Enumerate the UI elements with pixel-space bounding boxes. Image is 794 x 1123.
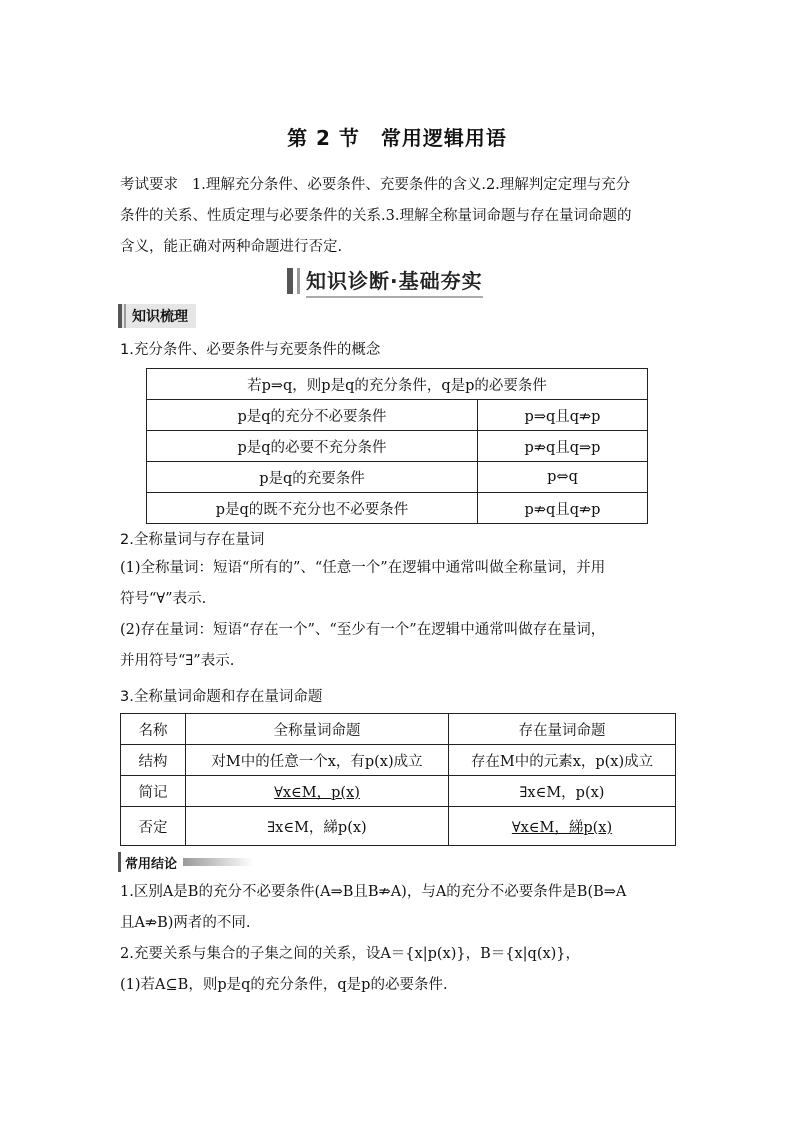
table-header-cell: 全称量词命题 <box>186 714 449 745</box>
paragraph-line: 符号“∀”表示. <box>120 591 207 607</box>
paragraph-line: (1)若A⊆B，则p是q的充分条件，q是p的必要条件. <box>120 977 448 993</box>
table-row <box>147 431 648 462</box>
table-row <box>147 400 648 431</box>
table-cell: ∀x∈M，p(x) <box>186 776 449 807</box>
condition-name-cell: p是q的必要不充分条件 <box>147 431 478 462</box>
conditions-header-cell: 若p⇒q，则p是q的充分条件，q是p的必要条件 <box>147 369 648 400</box>
table-row <box>121 776 676 807</box>
requirements-line-2: 条件的关系、性质定理与必要条件的关系.3.理解全称量词命题与存在量词命题的 <box>120 208 632 224</box>
table-row <box>147 493 648 524</box>
propositions-table <box>120 713 676 846</box>
conclusion-tag-label: 常用结论 <box>125 856 178 872</box>
table-header-cell: 名称 <box>121 714 186 745</box>
paragraph-line: 且A⇏B)两者的不同. <box>120 915 251 931</box>
knowledge-tag-label: 知识梳理 <box>132 309 188 325</box>
tag-bar-icon <box>118 852 121 872</box>
table-row <box>121 714 676 745</box>
section1-heading: 1.充分条件、必要条件与充要条件的概念 <box>120 342 381 358</box>
table-cell: ∃x∈M，綈p(x) <box>186 807 449 846</box>
conclusion-1 <box>120 877 678 939</box>
condition-relation-cell: p⇔q <box>478 462 648 493</box>
condition-relation-cell: p⇒q且q⇏p <box>478 400 648 431</box>
paragraph-line: 1.区别A是B的充分不必要条件(A⇒B且B⇏A)，与A的充分不必要条件是B(B⇒A <box>120 884 627 900</box>
table-cell: ∀x∈M，綈p(x) <box>449 807 676 846</box>
requirements-heading: 考试要求 <box>120 177 178 193</box>
conclusion-2 <box>120 939 678 970</box>
knowledge-tag <box>118 304 196 328</box>
section2-heading: 2.全称量词与存在量词 <box>120 532 265 548</box>
condition-relation-cell: p⇏q且q⇒p <box>478 431 648 462</box>
tag-tail-decoration <box>183 858 253 866</box>
paragraph-line: 2.充要关系与集合的子集之间的关系，设A＝{x|p(x)}，B＝{x|q(x)}， <box>120 946 581 962</box>
paragraph-line: (1)全称量词：短语“所有的”、“任意一个”在逻辑中通常叫做全称量词，并用 <box>120 560 606 576</box>
condition-name-cell: p是q的充要条件 <box>147 462 478 493</box>
banner-bar-icon <box>287 268 293 294</box>
table-row <box>147 369 648 400</box>
universal-quantifier-paragraph <box>120 553 678 615</box>
table-cell: 对M中的任意一个x，有p(x)成立 <box>186 745 449 776</box>
table-cell: 存在M中的元素x，p(x)成立 <box>449 745 676 776</box>
tag-bar-icon <box>118 304 122 328</box>
paragraph-line: 并用符号“∃”表示. <box>120 653 235 669</box>
table-cell: 简记 <box>121 776 186 807</box>
condition-relation-cell: p⇏q且q⇏p <box>478 493 648 524</box>
table-row <box>147 462 648 493</box>
exam-requirements <box>120 170 678 263</box>
table-row <box>121 745 676 776</box>
requirements-line-3: 含义，能正确对两种命题进行否定. <box>120 239 343 255</box>
page-title: 第 2 节 常用逻辑用语 <box>287 126 507 150</box>
conditions-table <box>146 368 648 524</box>
conclusion-tag <box>118 852 253 872</box>
requirements-line-1: 1.理解充分条件、必要条件、充要条件的含义.2.理解判定定理与充分 <box>192 177 631 193</box>
section-banner <box>287 266 505 296</box>
existential-quantifier-paragraph <box>120 615 678 677</box>
table-cell: ∃x∈M，p(x) <box>449 776 676 807</box>
table-cell: 结构 <box>121 745 186 776</box>
section3-heading: 3.全称量词命题和存在量词命题 <box>120 689 323 705</box>
condition-name-cell: p是q的既不充分也不必要条件 <box>147 493 478 524</box>
table-header-cell: 存在量词命题 <box>449 714 676 745</box>
tag-bar-icon <box>124 304 126 328</box>
condition-name-cell: p是q的充分不必要条件 <box>147 400 478 431</box>
banner-bar-icon <box>297 268 300 294</box>
paragraph-line: (2)存在量词：短语“存在一个”、“至少有一个”在逻辑中通常叫做存在量词， <box>120 622 606 638</box>
banner-text: 知识诊断·基础夯实 <box>306 265 483 298</box>
conclusion-3 <box>120 970 678 1001</box>
table-row <box>121 807 676 846</box>
table-cell: 否定 <box>121 807 186 846</box>
